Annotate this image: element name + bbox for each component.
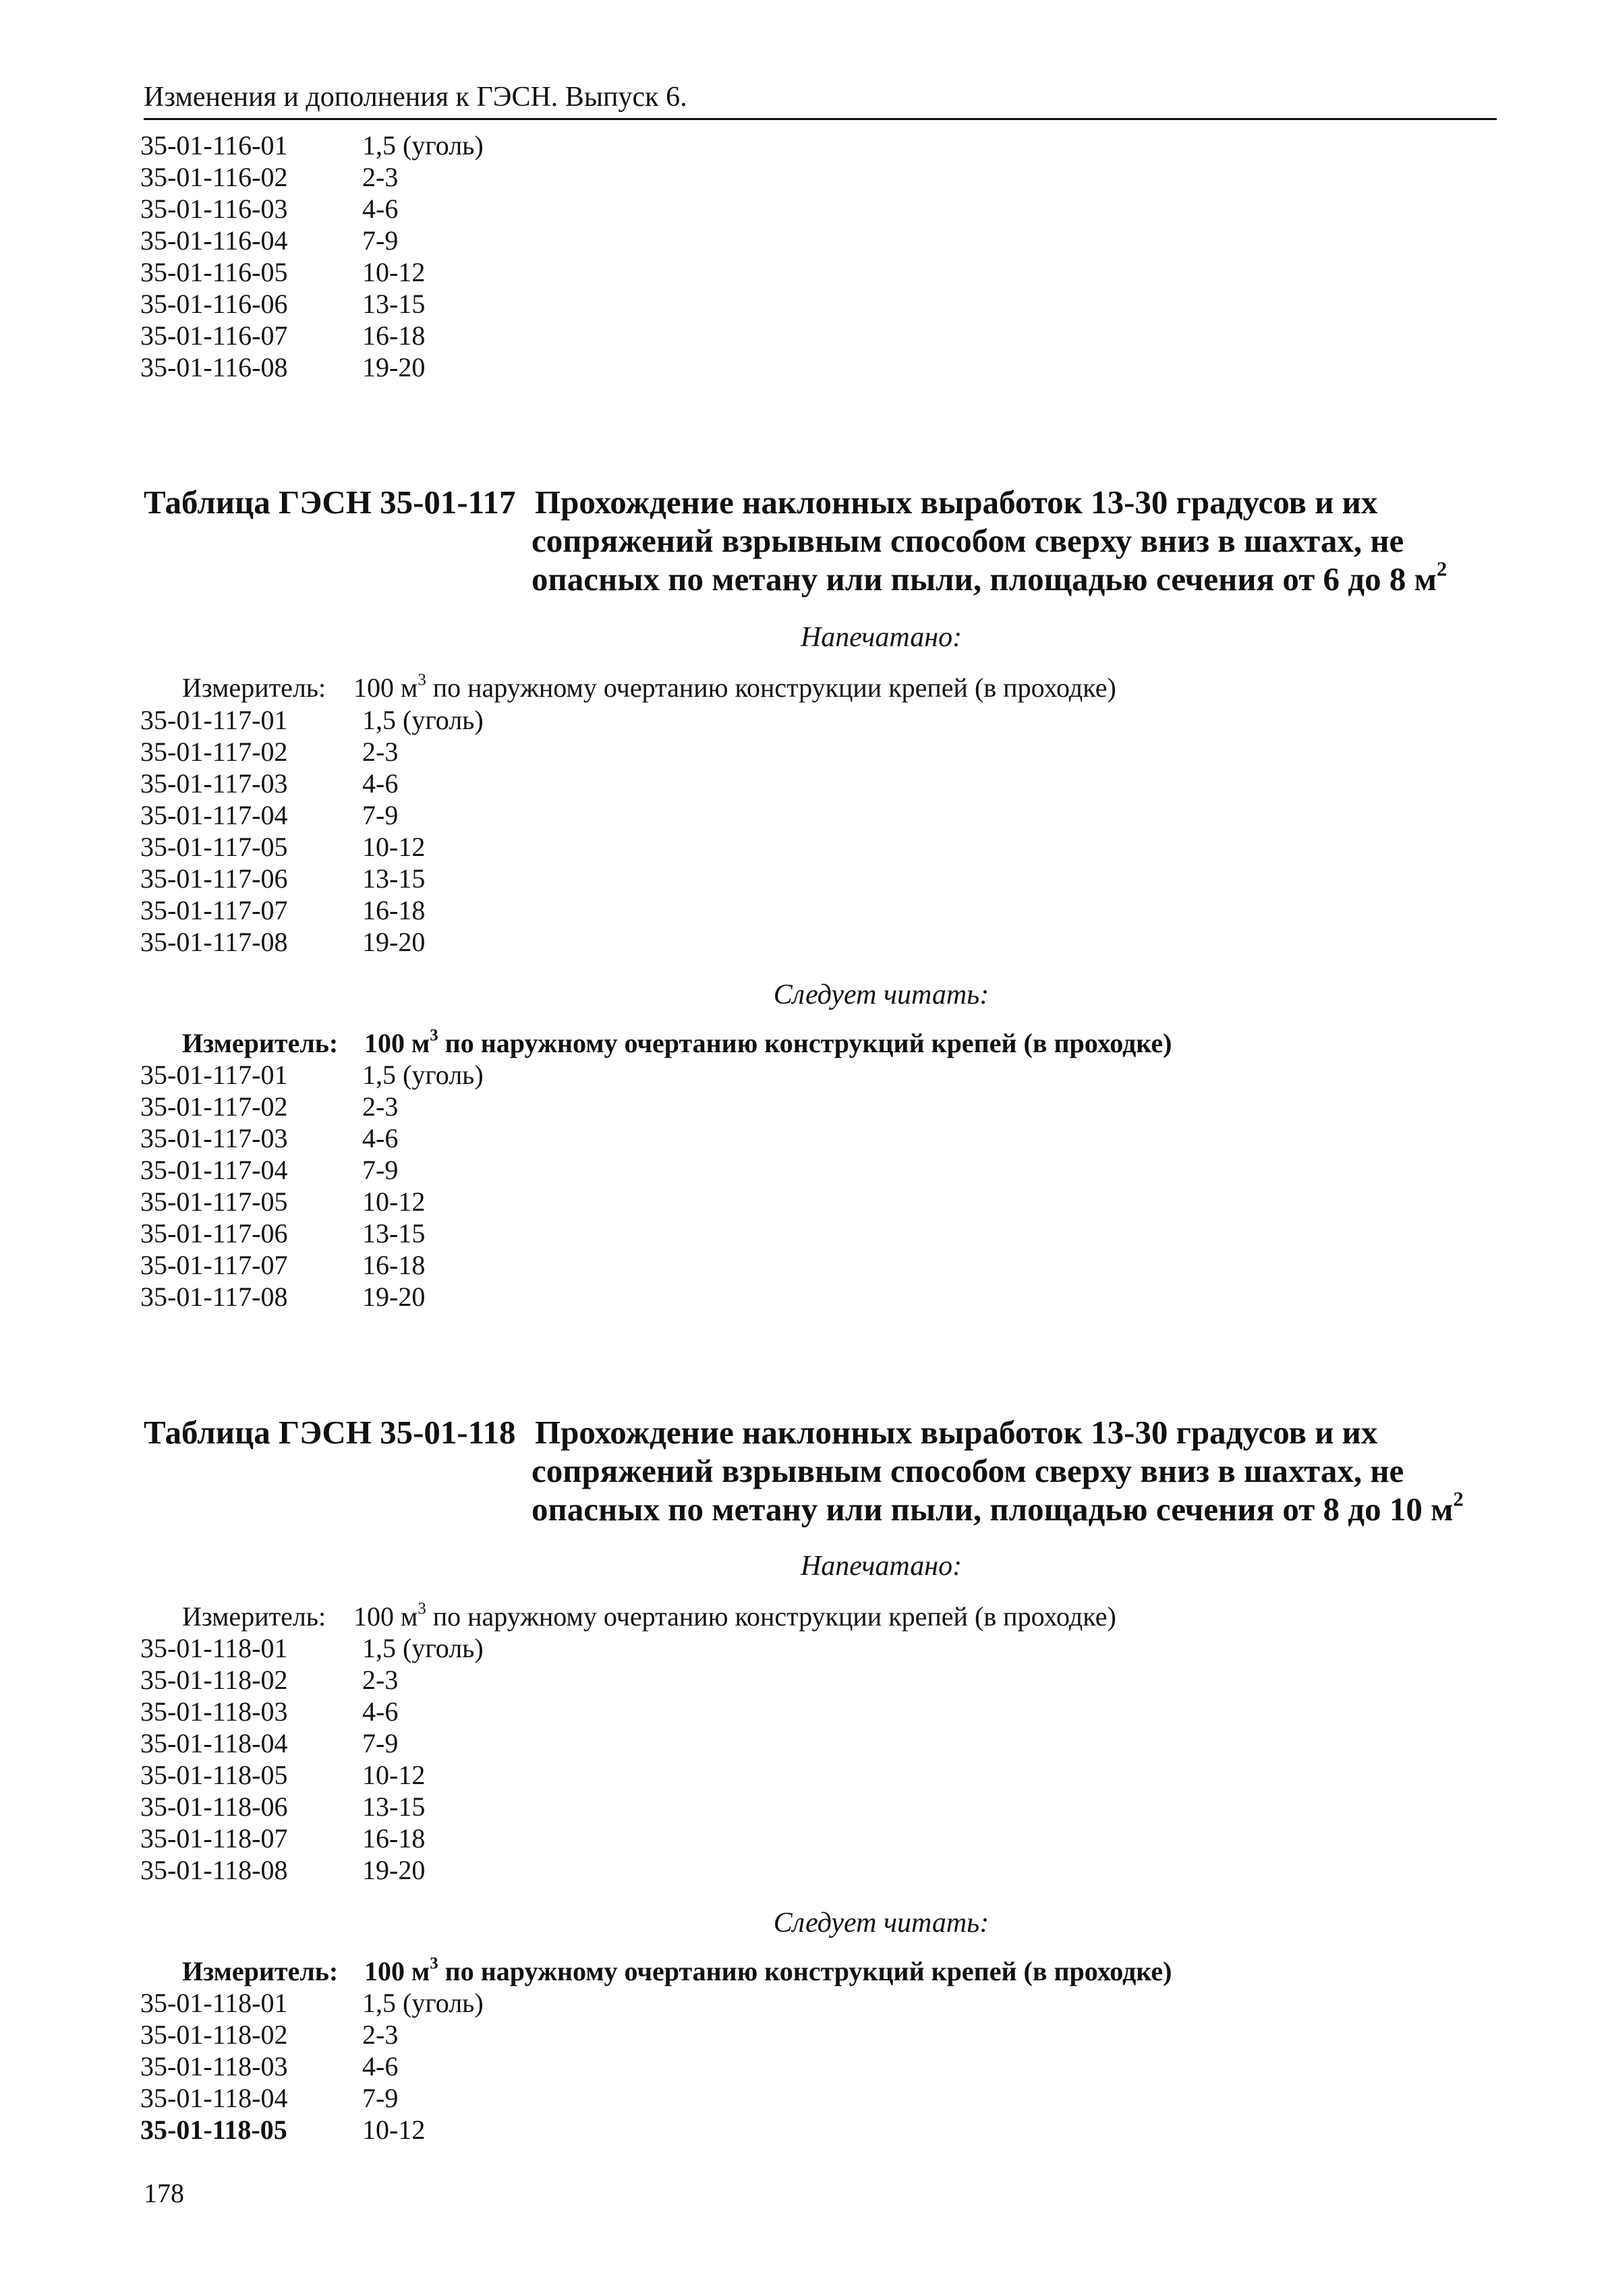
row-value: 10-12 xyxy=(362,1186,426,1217)
row-code: 35-01-117-04 xyxy=(140,800,288,830)
row-value: 7-9 xyxy=(362,2083,399,2113)
table-title-line: Прохождение наклонных выработок 13-30 градусов и их xyxy=(535,484,1378,521)
row-value: 10-12 xyxy=(362,1760,426,1790)
row-value: 19-20 xyxy=(362,1282,426,1312)
row-code: 35-01-118-04 xyxy=(140,2083,288,2113)
row-value: 4-6 xyxy=(362,1696,399,1727)
row-code: 35-01-116-05 xyxy=(140,257,288,287)
superscript: 2 xyxy=(1453,1487,1464,1511)
row-code: 35-01-118-01 xyxy=(140,1633,288,1663)
row-value: 7-9 xyxy=(362,1728,399,1758)
table-title-line: сопряжений взрывным способом сверху вниз в шахтах, не xyxy=(532,1452,1404,1489)
row-code: 35-01-116-08 xyxy=(140,352,288,382)
row-code: 35-01-118-02 xyxy=(140,2019,288,2050)
row-value: 2-3 xyxy=(362,737,399,767)
row-code: 35-01-116-06 xyxy=(140,289,288,319)
row-code: 35-01-117-01 xyxy=(140,1060,288,1090)
table-title-line: опасных по метану или пыли, площадью сечения от 6 до 8 $м^2$ xyxy=(532,557,1447,598)
row-code: 35-01-116-04 xyxy=(140,225,288,256)
row-code: 35-01-117-04 xyxy=(140,1155,288,1185)
row-code: 35-01-117-03 xyxy=(140,768,288,799)
row-value: 16-18 xyxy=(362,895,426,925)
measure-text: 100 $м^3$ по наружному очертанию конструкции крепей (в проходке) xyxy=(353,1599,1116,1632)
row-value: 13-15 xyxy=(362,1791,426,1822)
measure-label: Измеритель: xyxy=(182,1956,339,1986)
section-heading-printed: Напечатано: xyxy=(800,1551,963,1582)
row-code: 35-01-117-07 xyxy=(140,895,288,925)
measure-label: Измеритель: xyxy=(182,1028,339,1058)
row-code: 35-01-118-03 xyxy=(140,1696,288,1727)
row-code: 35-01-118-06 xyxy=(140,1791,288,1822)
header-rule xyxy=(144,118,1497,120)
row-value: 19-20 xyxy=(362,352,426,382)
section-heading-correct: Следует читать: xyxy=(773,1907,990,1939)
measure-text: 100 $м^3$ по наружному очертанию конструкций крепей (в проходке) xyxy=(364,1026,1172,1058)
row-code: 35-01-117-08 xyxy=(140,927,288,957)
row-value: 13-15 xyxy=(362,863,426,894)
row-code: 35-01-117-06 xyxy=(140,863,288,894)
measure-label: Измеритель: xyxy=(182,672,326,703)
row-code: 35-01-116-07 xyxy=(140,320,288,351)
row-code: 35-01-118-04 xyxy=(140,1728,288,1758)
row-code: 35-01-117-02 xyxy=(140,1091,288,1122)
row-code: 35-01-117-05 xyxy=(140,1186,288,1217)
row-code: 35-01-118-01 xyxy=(140,1988,288,2018)
row-value: 1,5 (уголь) xyxy=(362,1633,484,1663)
measure-text: 100 $м^3$ по наружному очертанию конструкции крепей (в проходке) xyxy=(353,670,1116,703)
section-heading-correct: Следует читать: xyxy=(773,979,990,1010)
row-code: 35-01-116-01 xyxy=(140,130,288,161)
row-value: 10-12 xyxy=(362,2115,426,2145)
measure-text: 100 $м^3$ по наружному очертанию конструкций крепей (в проходке) xyxy=(364,1954,1172,1986)
row-value: 1,5 (уголь) xyxy=(362,1988,484,2018)
row-value: 2-3 xyxy=(362,1665,399,1695)
row-value: 16-18 xyxy=(362,320,426,351)
row-code: 35-01-116-02 xyxy=(140,162,288,192)
row-value: 16-18 xyxy=(362,1250,426,1280)
section-heading-printed: Напечатано: xyxy=(800,622,963,653)
row-code: 35-01-117-06 xyxy=(140,1218,288,1249)
row-value: 10-12 xyxy=(362,257,426,287)
measure-label: Измеритель: xyxy=(182,1601,326,1632)
row-value: 13-15 xyxy=(362,1218,426,1249)
row-value: 10-12 xyxy=(362,832,426,862)
row-value: 7-9 xyxy=(362,800,399,830)
superscript: 2 xyxy=(1436,557,1447,581)
row-code: 35-01-118-02 xyxy=(140,1665,288,1695)
row-code: 35-01-116-03 xyxy=(140,194,288,224)
row-code: 35-01-118-08 xyxy=(140,1855,288,1885)
row-value: 4-6 xyxy=(362,768,399,799)
row-value: 2-3 xyxy=(362,2019,399,2050)
row-value: 19-20 xyxy=(362,1855,426,1885)
table-title-prefix: Таблица ГЭСН 35-01-117 xyxy=(144,484,516,521)
row-value: 7-9 xyxy=(362,225,399,256)
row-value: 1,5 (уголь) xyxy=(362,705,484,735)
row-code: 35-01-118-05 xyxy=(140,1760,288,1790)
row-value: 1,5 (уголь) xyxy=(362,1060,484,1090)
row-value: 4-6 xyxy=(362,194,399,224)
table-title-line: сопряжений взрывным способом сверху вниз в шахтах, не xyxy=(532,522,1404,559)
row-value: 2-3 xyxy=(362,162,399,192)
page-number: 178 xyxy=(144,2178,184,2208)
row-code: 35-01-117-03 xyxy=(140,1123,288,1153)
row-code: 35-01-117-01 xyxy=(140,705,288,735)
row-value: 16-18 xyxy=(362,1823,426,1854)
row-code: 35-01-117-02 xyxy=(140,737,288,767)
row-value: 19-20 xyxy=(362,927,426,957)
row-value: 1,5 (уголь) xyxy=(362,130,484,161)
table-title-line: опасных по метану или пыли, площадью сечения от 8 до 10 $м^2$ xyxy=(532,1487,1464,1528)
row-code: 35-01-118-03 xyxy=(140,2051,288,2082)
row-code: 35-01-118-07 xyxy=(140,1823,288,1854)
row-code: 35-01-118-05 xyxy=(140,2115,287,2145)
running-header: Изменения и дополнения к ГЭСН. Выпуск 6. xyxy=(144,82,687,113)
row-code: 35-01-117-05 xyxy=(140,832,288,862)
row-value: 4-6 xyxy=(362,2051,399,2082)
table-title-prefix: Таблица ГЭСН 35-01-118 xyxy=(144,1414,516,1451)
row-code: 35-01-117-08 xyxy=(140,1282,288,1312)
row-value: 2-3 xyxy=(362,1091,399,1122)
row-code: 35-01-117-07 xyxy=(140,1250,288,1280)
row-value: 7-9 xyxy=(362,1155,399,1185)
row-value: 4-6 xyxy=(362,1123,399,1153)
row-value: 13-15 xyxy=(362,289,426,319)
table-title-line: Прохождение наклонных выработок 13-30 градусов и их xyxy=(535,1414,1378,1451)
